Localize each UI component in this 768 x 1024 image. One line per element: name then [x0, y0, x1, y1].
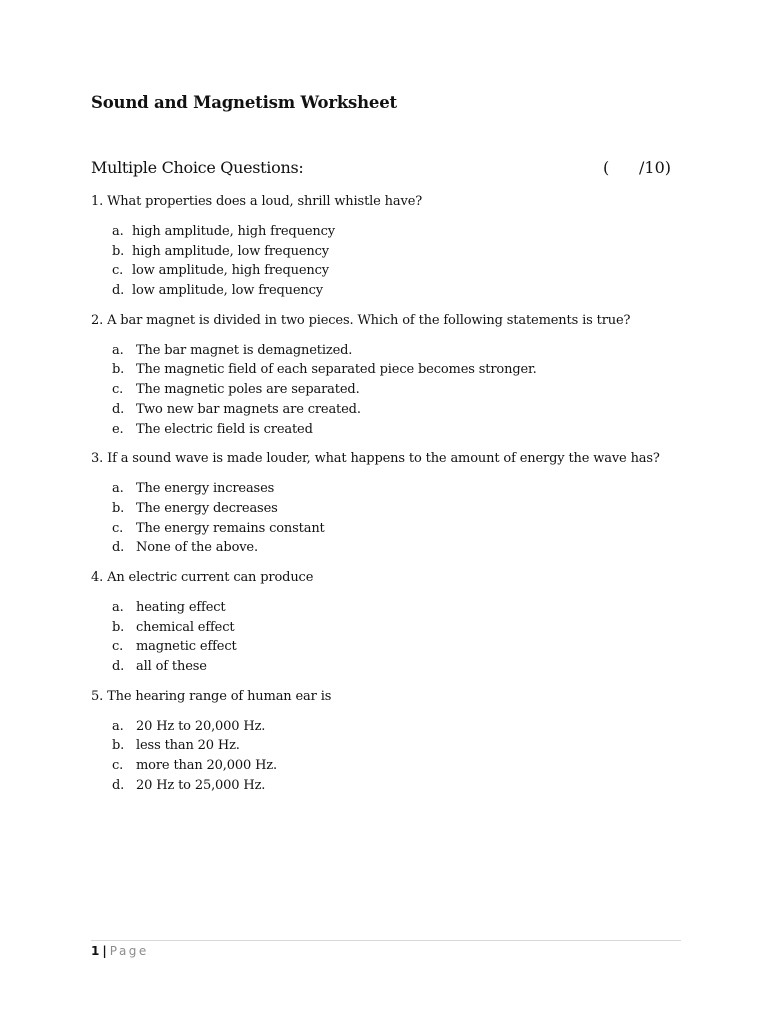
footer-separator: |	[102, 944, 107, 958]
option-item	[91, 242, 691, 262]
option-text: 20 Hz to 20,000 Hz.	[136, 718, 266, 734]
question-5	[91, 688, 691, 796]
option-letter: a.	[112, 481, 124, 497]
section-label: Multiple Choice Questions:	[91, 158, 304, 177]
option-letter: d.	[112, 540, 125, 556]
option-list	[91, 598, 691, 677]
option-letter: c.	[112, 520, 124, 536]
option-text: high amplitude, high frequency	[132, 224, 335, 239]
option-item	[91, 776, 691, 796]
option-item	[91, 281, 691, 301]
option-item	[91, 341, 691, 361]
option-item	[91, 717, 691, 737]
option-text: The magnetic field of each separated piece becomes stronger.	[136, 362, 537, 378]
score-box	[603, 158, 671, 177]
option-item	[91, 618, 691, 638]
option-text: The energy increases	[136, 481, 275, 497]
question-text: 1. What properties does a loud, shrill whistle have?	[91, 194, 423, 209]
option-letter: a.	[112, 342, 124, 358]
option-letter: b.	[112, 243, 125, 259]
option-letter: c.	[112, 263, 124, 279]
question-text: 3. If a sound wave is made louder, what happens to the amount of energy the wave has?	[91, 451, 660, 467]
question-2	[91, 312, 691, 439]
option-letter: d.	[112, 283, 125, 299]
option-letter: d.	[112, 777, 125, 793]
option-text: low amplitude, high frequency	[132, 263, 329, 279]
option-letter: d.	[112, 401, 125, 417]
option-letter: d.	[112, 659, 125, 674]
option-letter: a.	[112, 599, 124, 615]
option-text: all of these	[136, 659, 207, 674]
option-text: high amplitude, low frequency	[132, 243, 329, 259]
option-text: more than 20,000 Hz.	[136, 758, 277, 774]
option-item	[91, 736, 691, 756]
option-letter: c.	[112, 758, 124, 774]
page-title: Sound and Magnetism Worksheet	[91, 93, 397, 112]
option-text: heating effect	[136, 599, 226, 615]
option-text: The electric field is created	[136, 421, 313, 437]
option-list	[91, 717, 691, 796]
option-text: None of the above.	[136, 540, 258, 556]
question-4	[91, 569, 691, 677]
question-text: 4. An electric current can produce	[91, 569, 314, 585]
option-item	[91, 756, 691, 776]
option-item	[91, 598, 691, 618]
option-item	[91, 637, 691, 657]
option-text: magnetic effect	[136, 639, 237, 655]
option-text: The magnetic poles are separated.	[136, 382, 360, 398]
option-text: chemical effect	[136, 619, 235, 635]
score-total: /10)	[639, 158, 671, 177]
option-text: less than 20 Hz.	[136, 738, 240, 754]
option-text: The energy decreases	[136, 500, 278, 516]
option-letter: b.	[112, 362, 125, 378]
option-text: Two new bar magnets are created.	[136, 401, 361, 417]
option-item	[91, 400, 691, 420]
question-text: 2. A bar magnet is divided in two pieces. Which of the following statements is true?	[91, 312, 631, 328]
question-1	[91, 193, 691, 301]
option-letter: c.	[112, 382, 124, 398]
option-list	[91, 341, 691, 439]
option-item	[91, 222, 691, 242]
score-open-paren: (	[603, 158, 610, 177]
option-letter: a.	[112, 224, 124, 239]
option-item	[91, 479, 691, 499]
option-item	[91, 380, 691, 400]
option-letter: c.	[112, 639, 124, 655]
option-letter: e.	[112, 421, 124, 437]
option-list	[91, 222, 691, 301]
option-item	[91, 261, 691, 281]
question-list	[91, 193, 691, 806]
option-item	[91, 657, 691, 677]
option-item	[91, 420, 691, 440]
option-list	[91, 479, 691, 558]
option-item	[91, 360, 691, 380]
page-label: Page	[109, 944, 149, 958]
option-item	[91, 538, 691, 558]
page-number: 1	[91, 944, 100, 958]
question-3	[91, 450, 691, 558]
option-letter: b.	[112, 738, 125, 754]
option-text: The bar magnet is demagnetized.	[136, 342, 353, 358]
option-text: 20 Hz to 25,000 Hz.	[136, 777, 266, 793]
option-item	[91, 519, 691, 539]
option-letter: b.	[112, 619, 125, 635]
option-item	[91, 499, 691, 519]
option-letter: b.	[112, 500, 125, 516]
option-letter: a.	[112, 718, 124, 734]
page-footer	[91, 940, 681, 958]
option-text: The energy remains constant	[136, 520, 325, 536]
option-text: low amplitude, low frequency	[132, 283, 323, 299]
question-text: 5. The hearing range of human ear is	[91, 688, 332, 704]
